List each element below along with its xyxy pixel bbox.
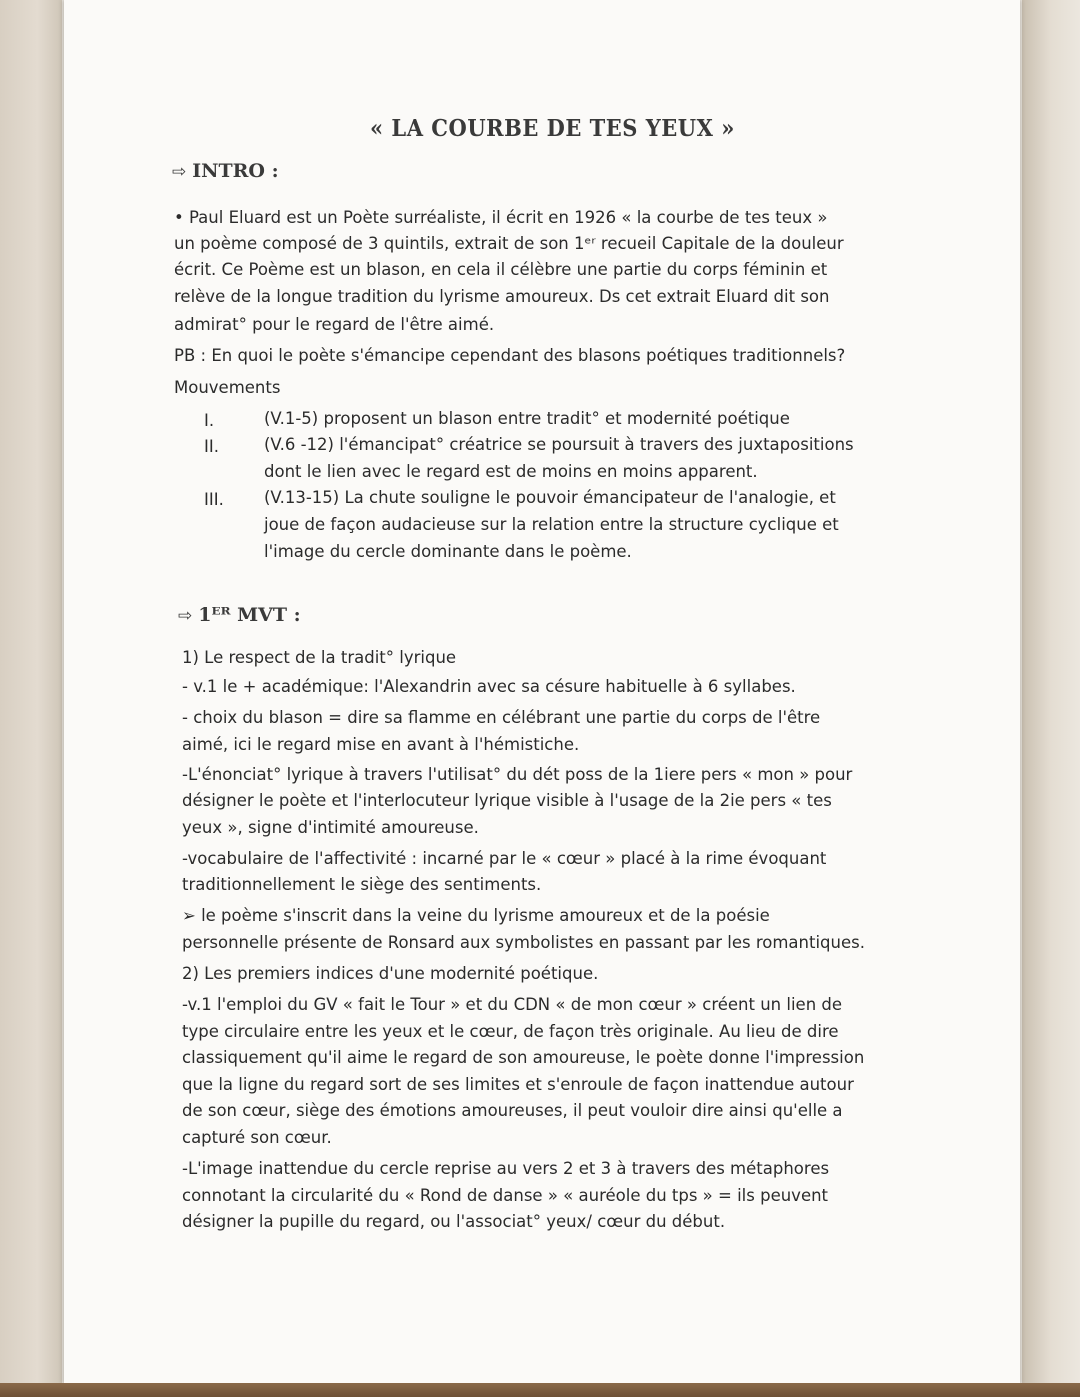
movement-text: (V.1-5) proposent un blason entre tradit° et modernité poétique [264, 409, 790, 428]
mvt1-heading-label: 1ᴱᴿ MVT : [198, 604, 301, 626]
mvt1-line: -vocabulaire de l'affectivité : incarné par le « cœur » placé à la rime évoquant [182, 849, 827, 868]
movements-label: Mouvements [174, 378, 281, 397]
movement-text: l'image du cercle dominante dans le poème. [264, 542, 632, 561]
arrow-right-icon: ⇨ [172, 162, 187, 182]
table-surface [0, 1383, 1080, 1397]
mvt1-line: connotant la circularité du « Rond de danse » « auréole du tps » = ils peuvent [182, 1186, 829, 1205]
intro-line: admirat° pour le regard de l'être aimé. [174, 315, 495, 334]
movement-text: (V.6 -12) l'émancipat° créatrice se poursuit à travers des juxtapositions [264, 435, 854, 454]
mvt1-line: désigner le poète et l'interlocuteur lyrique visible à l'usage de la 2ie pers « tes [182, 791, 832, 810]
intro-line: écrit. Ce Poème est un blason, en cela il célèbre une partie du corps féminin et [174, 260, 828, 279]
mvt1-line: désigner la pupille du regard, ou l'associat° yeux/ cœur du début. [182, 1212, 726, 1231]
photo-background-left [0, 0, 62, 1397]
mvt1-line: classiquement qu'il aime le regard de son amoureuse, le poète donne l'impression [182, 1048, 865, 1067]
movement-text: joue de façon audacieuse sur la relation entre la structure cyclique et [264, 515, 839, 534]
movement-text: dont le lien avec le regard est de moins en moins apparent. [264, 462, 758, 481]
mvt1-line: 2) Les premiers indices d'une modernité poétique. [182, 964, 599, 983]
arrow-right-icon: ⇨ [178, 606, 193, 626]
intro-line: un poème composé de 3 quintils, extrait de son 1ᵉʳ recueil Capitale de la douleur [174, 234, 844, 253]
movement-number: I. [204, 411, 215, 430]
movement-number: III. [204, 490, 224, 509]
intro-line: relève de la longue tradition du lyrisme amoureux. Ds cet extrait Eluard dit son [174, 287, 830, 306]
problem-statement: PB : En quoi le poète s'émancipe cependant des blasons poétiques traditionnels? [174, 346, 846, 365]
mvt1-line: - choix du blason = dire sa flamme en célébrant une partie du corps de l'être [182, 708, 821, 727]
mvt1-line: que la ligne du regard sort de ses limites et s'enroule de façon inattendue autour [182, 1075, 854, 1094]
mvt1-line: capturé son cœur. [182, 1128, 332, 1147]
mvt1-line: ➢ le poème s'inscrit dans la veine du lyrisme amoureux et de la poésie [182, 906, 770, 925]
intro-heading [172, 160, 279, 182]
intro-heading-label: INTRO : [192, 160, 279, 182]
mvt1-line: yeux », signe d'intimité amoureuse. [182, 818, 479, 837]
mvt1-line: - v.1 le + académique: l'Alexandrin avec sa césure habituelle à 6 syllabes. [182, 677, 796, 696]
intro-line: • Paul Eluard est un Poète surréaliste, il écrit en 1926 « la courbe de tes teux » [174, 208, 828, 227]
mvt1-line: type circulaire entre les yeux et le cœur, de façon très originale. Au lieu de dire [182, 1022, 839, 1041]
movement-text: (V.13-15) La chute souligne le pouvoir émancipateur de l'analogie, et [264, 488, 836, 507]
mvt1-line: -v.1 l'emploi du GV « fait le Tour » et du CDN « de mon cœur » créent un lien de [182, 995, 843, 1014]
page-title: « LA COURBE DE TES YEUX » [370, 113, 735, 142]
mvt1-line: traditionnellement le siège des sentiments. [182, 875, 542, 894]
mvt1-line: aimé, ici le regard mise en avant à l'hémistiche. [182, 735, 580, 754]
mvt1-line: -L'image inattendue du cercle reprise au vers 2 et 3 à travers des métaphores [182, 1159, 830, 1178]
mvt1-line: de son cœur, siège des émotions amoureuses, il peut vouloir dire ainsi qu'elle a [182, 1101, 843, 1120]
mvt1-line: -L'énonciat° lyrique à travers l'utilisat° du dét poss de la 1iere pers « mon » pour [182, 765, 853, 784]
mvt1-heading [178, 604, 301, 626]
mvt1-line: personnelle présente de Ronsard aux symbolistes en passant par les romantiques. [182, 933, 865, 952]
mvt1-line: 1) Le respect de la tradit° lyrique [182, 648, 457, 667]
movement-number: II. [204, 437, 219, 456]
photo-background-right [1022, 0, 1080, 1397]
